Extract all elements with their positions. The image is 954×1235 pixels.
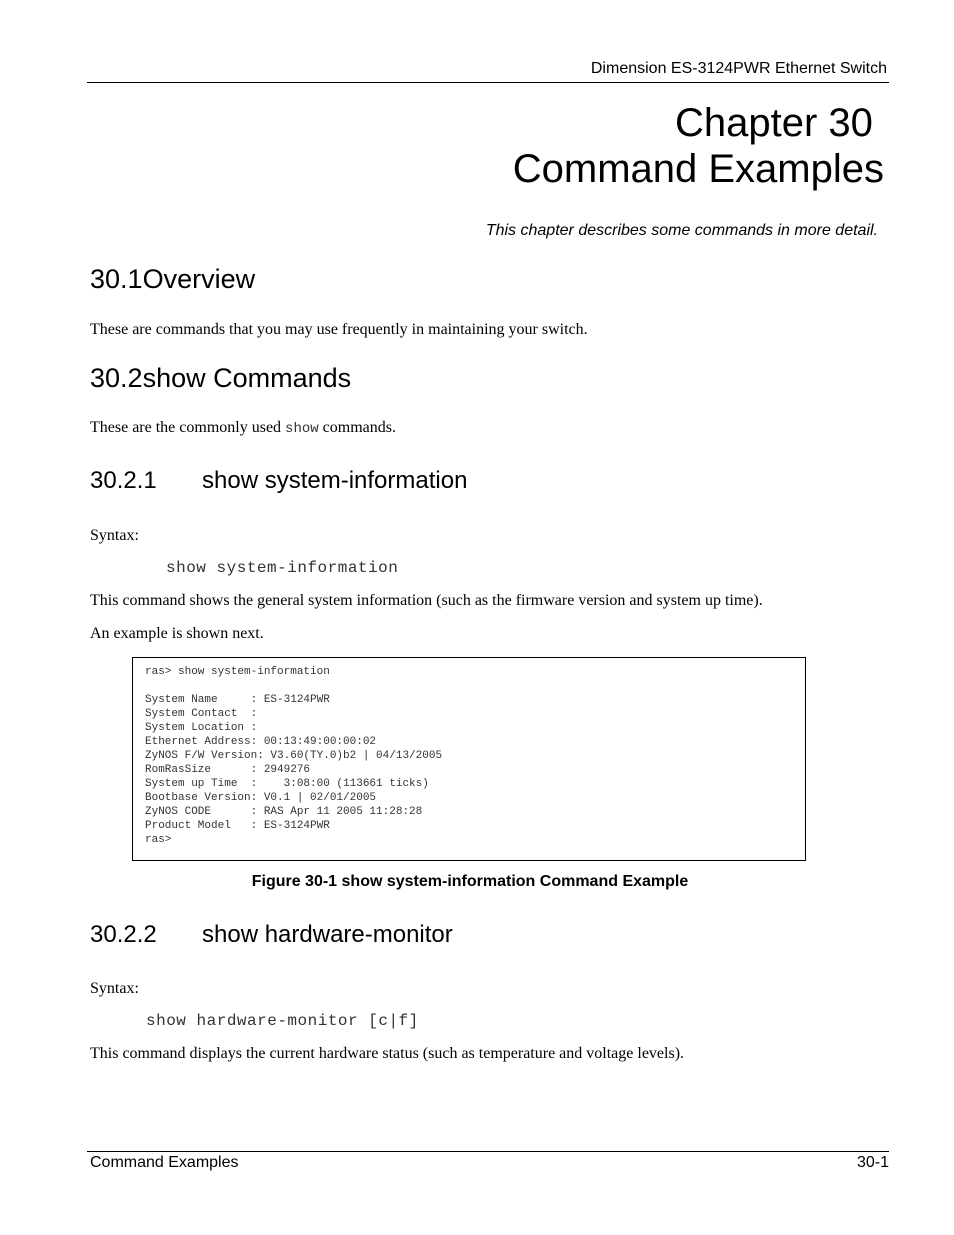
footer-chapter-name: Command Examples	[90, 1154, 239, 1171]
syntax-label: Syntax:	[90, 980, 139, 997]
code-line: ZyNOS CODE : RAS Apr 11 2005 11:28:28	[145, 806, 423, 818]
code-line: ras>	[145, 834, 172, 846]
section-number: 30.1	[90, 264, 143, 294]
section-heading-overview	[90, 264, 255, 295]
section-title: show Commands	[142, 363, 352, 393]
inline-code: show	[285, 421, 319, 437]
subsection-number: 30.2.1	[90, 467, 157, 494]
show-commands-paragraph: These are the commonly used show commands.	[90, 419, 396, 437]
syntax-code: show hardware-monitor [c|f]	[146, 1012, 419, 1030]
chapter-intro: This chapter describes some commands in more detail.	[485, 222, 878, 239]
chapter-title	[513, 100, 884, 192]
section-title: Overview	[142, 264, 256, 294]
section-heading-show-commands	[90, 363, 351, 394]
chapter-name: Command Examples	[512, 147, 884, 191]
code-line: System up Time : 3:08:00 (113661 ticks)	[145, 778, 429, 790]
subsection-title: show system-information	[202, 467, 468, 494]
code-line: System Contact :	[145, 708, 258, 720]
syntax-label: Syntax:	[90, 527, 139, 544]
footer-rule	[87, 1151, 889, 1152]
code-line: System Name : ES-3124PWR	[145, 694, 330, 706]
syntax-code: show system-information	[166, 559, 399, 577]
subsection-heading-hardware-monitor	[90, 921, 453, 949]
sysinfo-description: This command shows the general system information (such as the firmware version and system up time).	[90, 592, 763, 609]
subsection-heading-system-information	[90, 467, 467, 495]
code-line: Bootbase Version: V0.1 | 02/01/2005	[145, 792, 377, 804]
header-rule	[87, 82, 889, 83]
subsection-number: 30.2.2	[90, 921, 157, 948]
subsection-title: show hardware-monitor	[202, 921, 453, 948]
running-header: Dimension ES-3124PWR Ethernet Switch	[590, 60, 887, 77]
code-example	[145, 665, 442, 847]
code-line: Product Model : ES-3124PWR	[145, 820, 330, 832]
code-line: System Location :	[145, 722, 258, 734]
code-example-box	[132, 657, 806, 861]
example-intro: An example is shown next.	[90, 625, 264, 642]
code-line: ras> show system-information	[145, 666, 330, 678]
code-line: Ethernet Address: 00:13:49:00:00:02	[145, 736, 377, 748]
code-line: RomRasSize : 2949276	[145, 764, 311, 776]
hwmon-description: This command displays the current hardware status (such as temperature and voltage levels).	[90, 1045, 685, 1062]
overview-paragraph: These are commands that you may use frequently in maintaining your switch.	[90, 321, 588, 338]
figure-caption: Figure 30-1 show system-information Command Example	[251, 873, 689, 890]
chapter-number: Chapter 30	[674, 101, 884, 145]
section-number: 30.2	[90, 363, 143, 393]
page-number: 30-1	[856, 1154, 889, 1171]
code-line: ZyNOS F/W Version: V3.60(TY.0)b2 | 04/13/2005	[145, 750, 443, 762]
